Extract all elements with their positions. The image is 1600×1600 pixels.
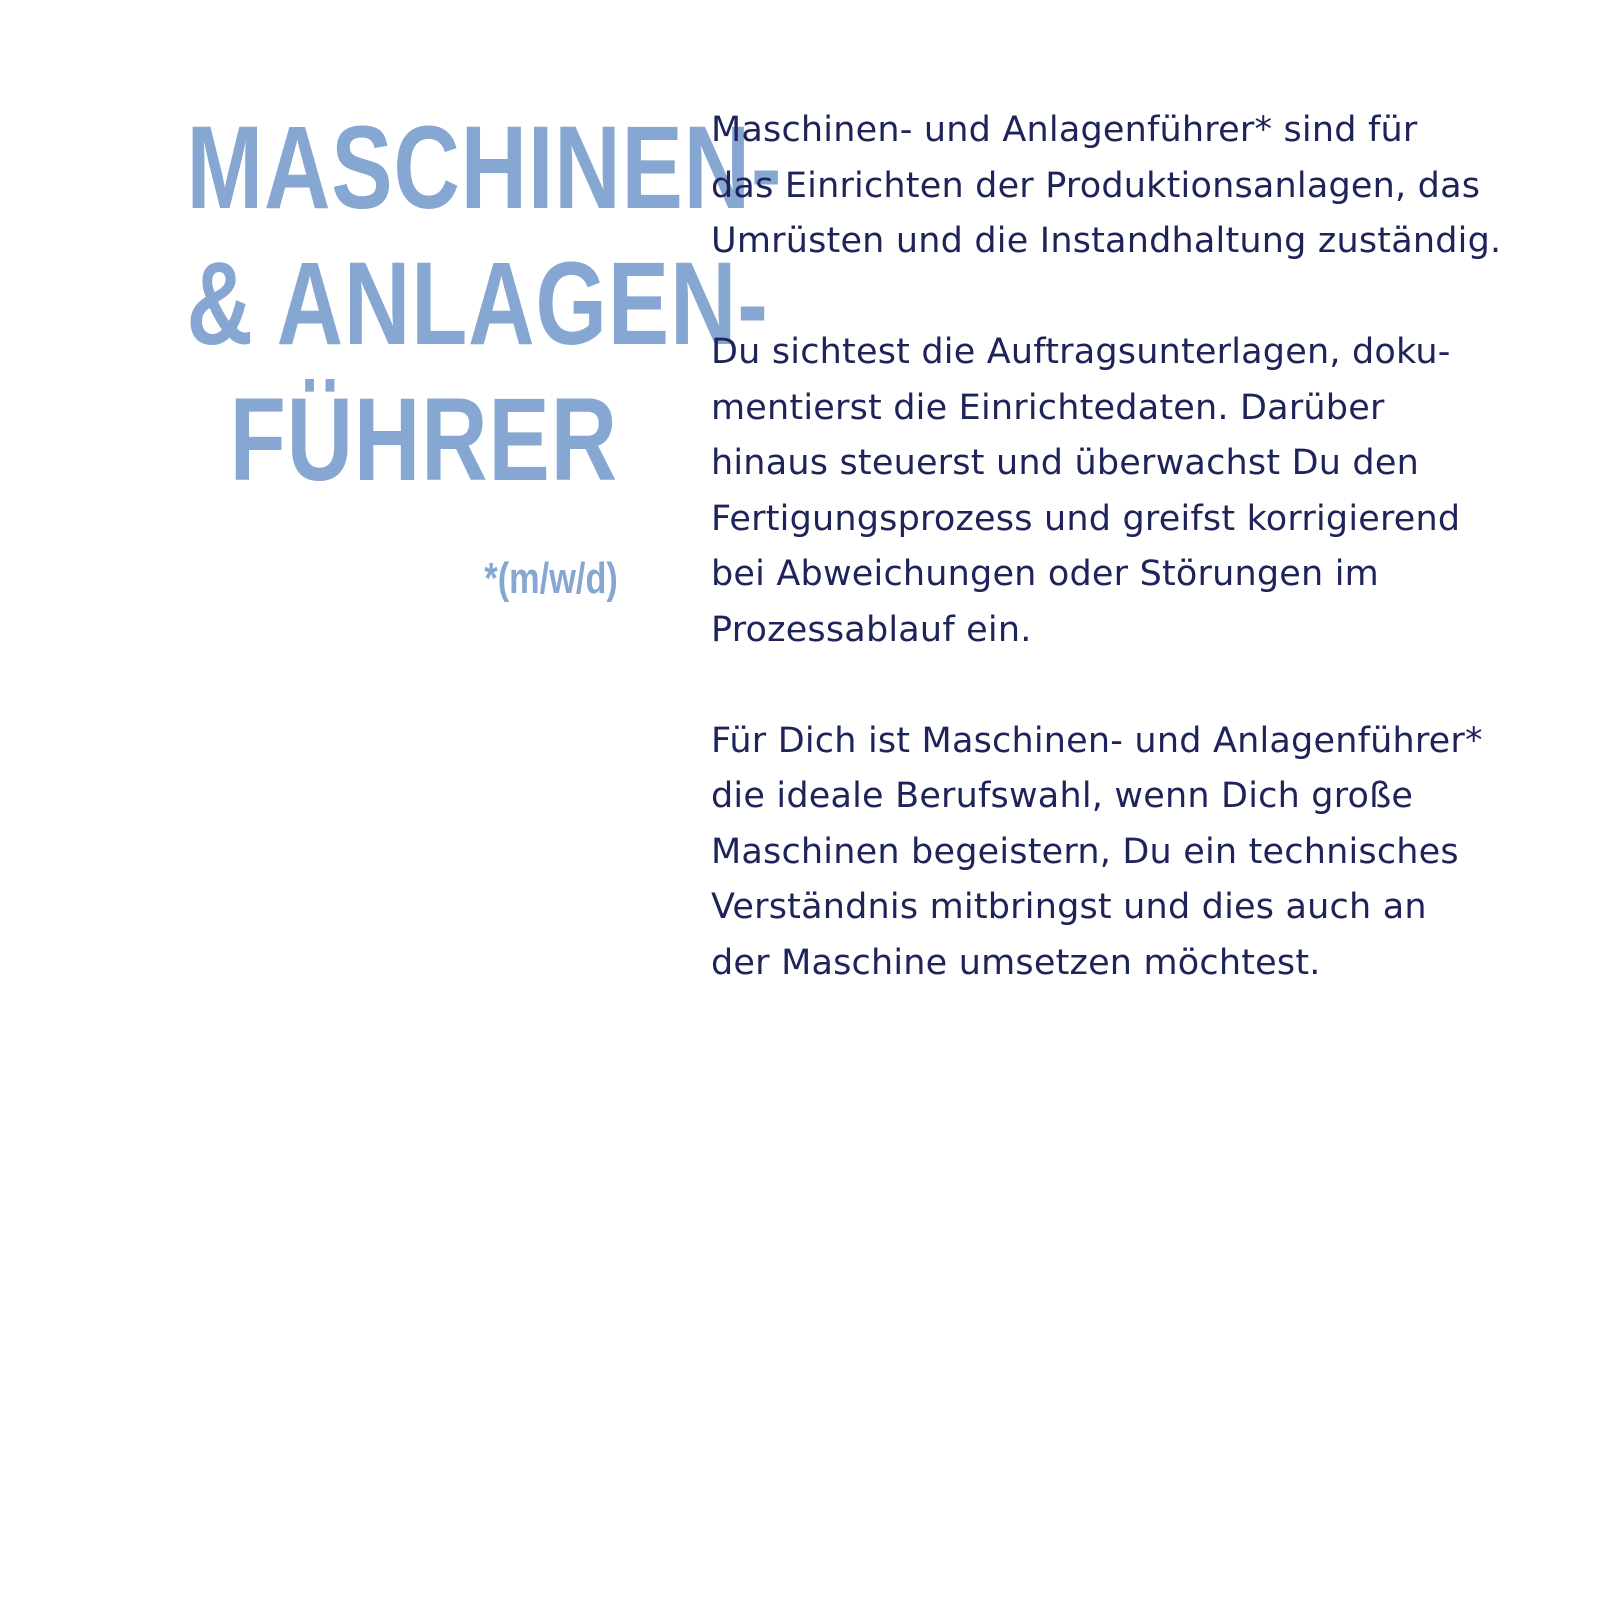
text-line: Prozessablauf ein. (711, 609, 1032, 650)
text-line: das Einrichten der Produktionsanlagen, das (711, 165, 1481, 206)
text-line: Du sichtest die Auftragsunterlagen, doku- (711, 332, 1451, 372)
text-line: hinaus steuerst und überwachst Du den (711, 443, 1419, 483)
paragraph-suitability (711, 714, 1491, 992)
text-line: Maschinen begeistern, Du ein technisches (711, 831, 1459, 872)
title-line-1: MASCHINEN- (186, 102, 783, 234)
text-line: der Maschine umsetzen möchtest. (711, 942, 1321, 983)
text-line: die ideale Berufswahl, wenn Dich große (711, 776, 1414, 816)
title-line-3: FÜHRER (229, 374, 618, 506)
text-line: Fertigungsprozess und greifst korrigierend (711, 498, 1461, 539)
paragraph-intro (711, 103, 1502, 270)
text-line: bei Abweichungen oder Störungen im (711, 554, 1379, 594)
text-line: mentierst die Einrichtedaten. Darüber (711, 387, 1385, 428)
text-line: Maschinen- und Anlagenführer* sind für (711, 110, 1418, 150)
title-line-2: & ANLAGEN- (186, 238, 769, 370)
job-description (711, 103, 1502, 1047)
text-line: Für Dich ist Maschinen- und Anlagenführer* (711, 720, 1483, 761)
text-line: Umrüsten und die Instandhaltung zuständig. (711, 221, 1502, 261)
page-title (60, 100, 783, 604)
gender-suffix: *(m/w/d) (484, 554, 618, 603)
paragraph-tasks (711, 325, 1491, 658)
text-line: Verständnis mitbringst und dies auch an (711, 887, 1427, 927)
